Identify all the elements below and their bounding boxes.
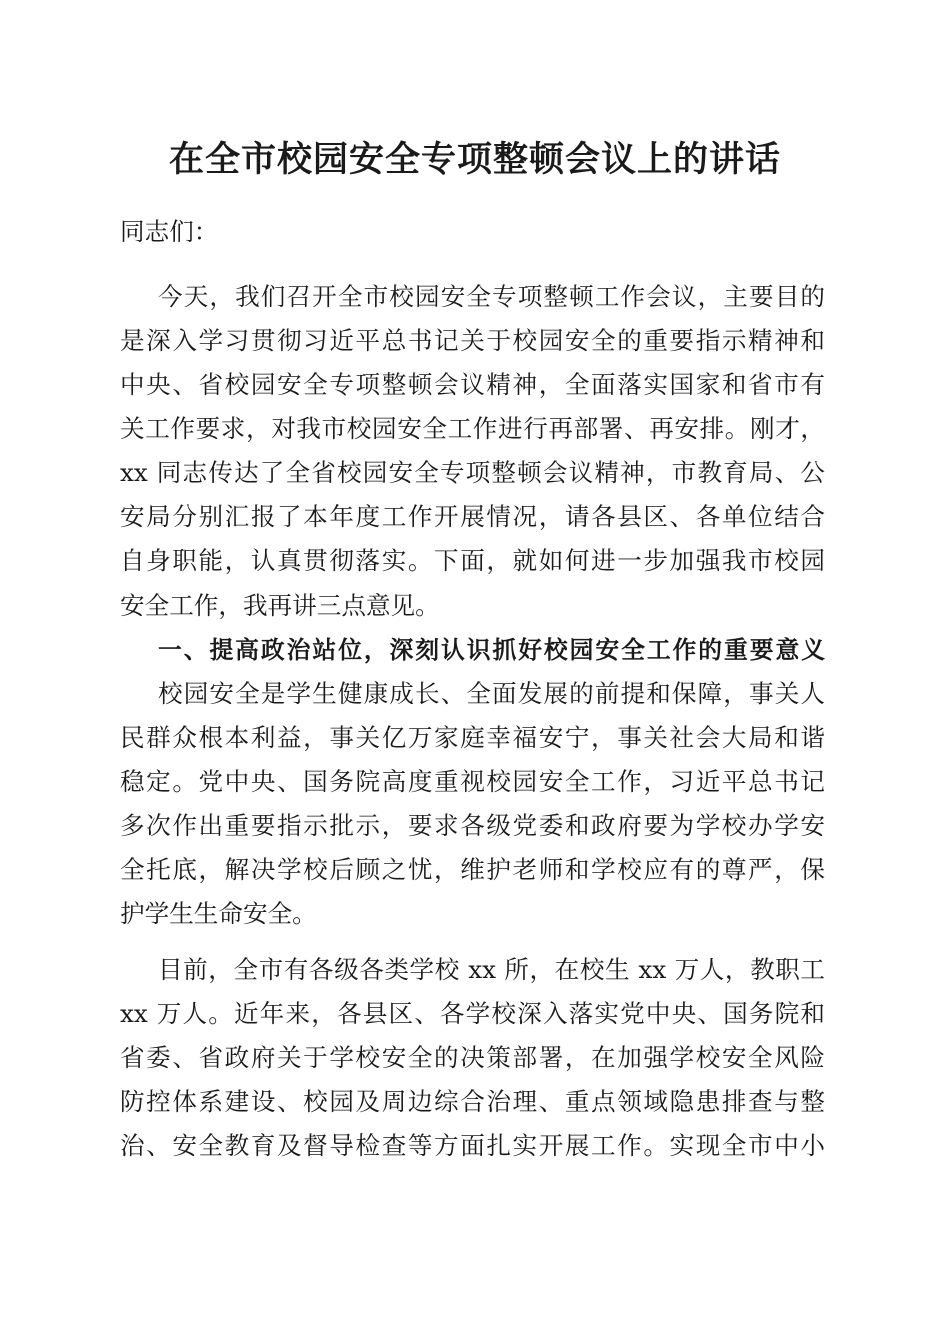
- paragraph-line: 治、安全教育及督导检查等方面扎实开展工作。实现全市中小: [120, 1131, 825, 1160]
- paragraph-line: 安局分别汇报了本年度工作开展情况，请各县区、各单位结合: [120, 502, 825, 531]
- paragraph-line: 稳定。党中央、国务院高度重视校园安全工作，习近平总书记: [120, 767, 825, 796]
- paragraph-line: 中央、省校园安全专项整顿会议精神，全面落实国家和省市有: [120, 370, 825, 399]
- paragraph-line: 校园安全是学生健康成长、全面发展的前提和保障，事关人: [158, 679, 825, 708]
- paragraph-line: 今天，我们召开全市校园安全专项整顿工作会议，主要目的: [158, 282, 825, 311]
- paragraph-line: 自身职能，认真贯彻落实。下面，就如何进一步加强我市校园: [120, 546, 825, 575]
- paragraph-line: 民群众根本利益，事关亿万家庭幸福安宁，事关社会大局和谐: [120, 723, 825, 752]
- section-heading: 一、提高政治站位，深刻认识抓好校园安全工作的重要意义: [158, 636, 825, 664]
- salutation: 同志们：: [120, 217, 219, 246]
- paragraph-line: 省委、省政府关于学校安全的决策部署，在加强学校安全风险: [120, 1043, 825, 1072]
- paragraph-line: 防控体系建设、校园及周边综合治理、重点领域隐患排查与整: [120, 1087, 825, 1116]
- paragraph-line: 关工作要求，对我市校园安全工作进行再部署、再安排。刚才，: [120, 414, 825, 443]
- paragraph-line: xx 同志传达了全省校园安全专项整顿会议精神，市教育局、公: [120, 458, 825, 487]
- paragraph-line: 护学生生命安全。: [120, 899, 317, 928]
- paragraph-line: xx 万人。近年来，各县区、各学校深入落实党中央、国务院和: [120, 999, 825, 1028]
- paragraph-line: 目前，全市有各级各类学校 xx 所，在校生 xx 万人，教职工: [158, 955, 825, 984]
- paragraph-line: 安全工作，我再讲三点意见。: [120, 591, 440, 620]
- paragraph-line: 全托底，解决学校后顾之忧，维护老师和学校应有的尊严，保: [120, 855, 825, 884]
- document-title: 在全市校园安全专项整顿会议上的讲话: [168, 139, 781, 180]
- paragraph-line: 多次作出重要指示批示，要求各级党委和政府要为学校办学安: [120, 811, 825, 840]
- paragraph-line: 是深入学习贯彻习近平总书记关于校园安全的重要指示精神和: [120, 326, 825, 355]
